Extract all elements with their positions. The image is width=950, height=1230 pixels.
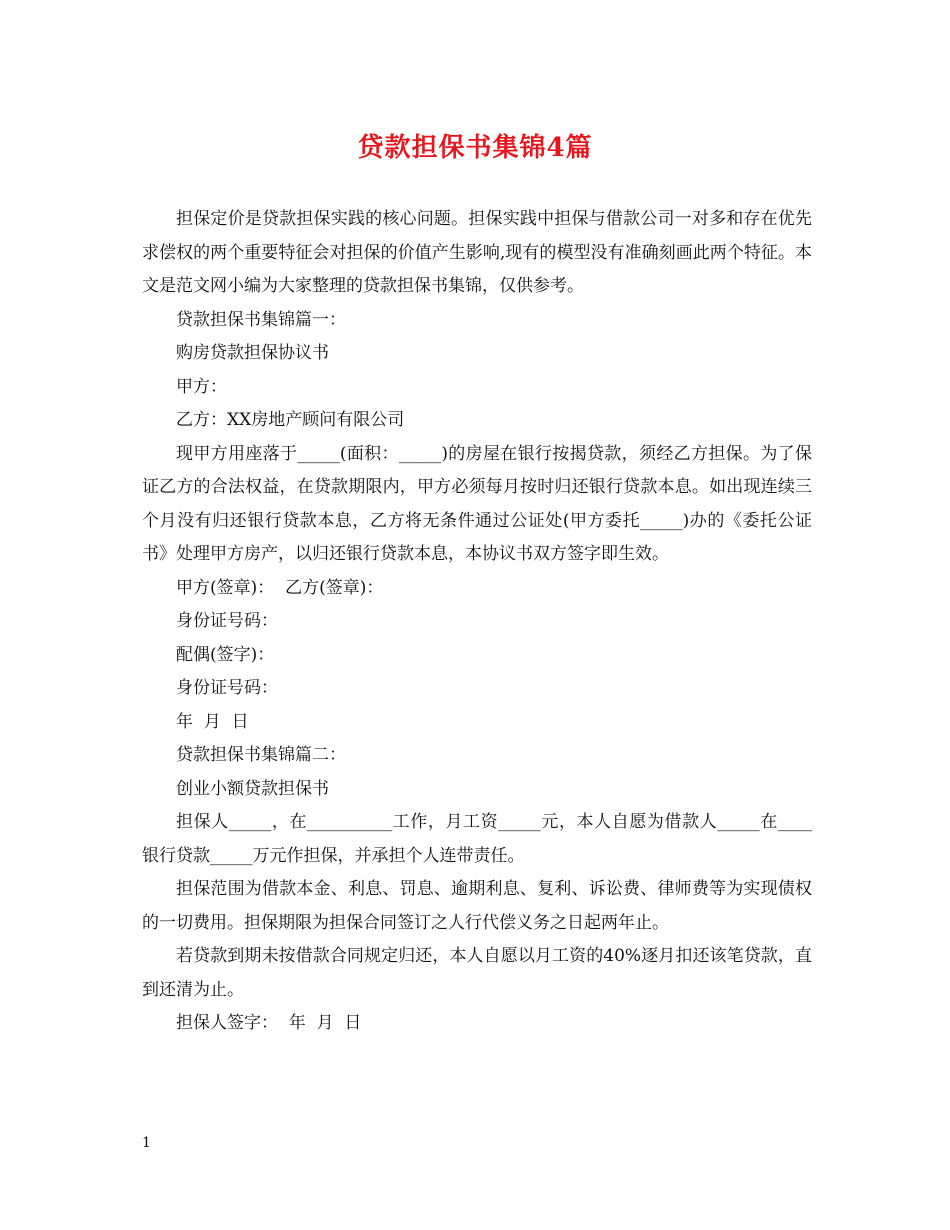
agreement-clause: 现甲方用座落于_____(面积：_____)的房屋在银行按揭贷款，须经乙方担保。为了保证乙方的合法权益，在贷款期限内，甲方必须每月按时归还银行贷款本息。如出现连续三个月没有归还银行贷款本息，乙方将无条件通过公证处(甲方委托_____)办的《委托公证书》处理甲方房产，以归还银行贷款本息，本协议书双方签字即生效。: [142, 443, 812, 564]
page-number: 1: [142, 1135, 151, 1151]
repayment-clause: 若贷款到期未按借款合同规定归还，本人自愿以月工资的40%逐月扣还该笔贷款，直到还清为止。: [142, 946, 812, 1000]
id-number-line: 身份证号码：: [176, 611, 278, 631]
intro-paragraph: 担保定价是贷款担保实践的核心问题。担保实践中担保与借款公司一对多和存在优先求偿权的两个重要特征会对担保的价值产生影响,现有的模型没有准确刻画此两个特征。本文是范文网小编为大家整理的贷款担保书集锦，仅供参考。: [142, 209, 812, 296]
date-line: 年 月 日: [176, 711, 249, 732]
signature-line: 甲方(签章)： 乙方(签章)：: [176, 577, 384, 598]
guarantee-scope-clause: 担保范围为借款本金、利息、罚息、逾期利息、复利、诉讼费、律师费等为实现债权的一切费用。担保期限为担保合同签订之人行代偿义务之日起两年止。: [142, 879, 812, 933]
section-heading-one: 贷款担保书集锦篇一：: [176, 309, 346, 330]
guarantor-clause: 担保人_____，在__________工作，月工资_____元，本人自愿为借款人_____在____银行贷款_____万元作担保，并承担个人连带责任。: [142, 812, 812, 866]
agreement-title: 购房贷款担保协议书: [176, 343, 329, 363]
spouse-signature-line: 配偶(签字)：: [176, 644, 275, 665]
guarantee-title: 创业小额贷款担保书: [176, 778, 329, 799]
spouse-id-number-line: 身份证号码：: [176, 678, 278, 698]
party-a-line: 甲方：: [176, 376, 227, 397]
party-b-line: 乙方：XX房地产顾问有限公司: [176, 410, 405, 430]
section-heading-two: 贷款担保书集锦篇二：: [176, 745, 346, 765]
document-title: 贷款担保书集锦4篇: [357, 133, 593, 163]
guarantor-signature-line: 担保人签字： 年 月 日: [176, 1013, 362, 1033]
document-body: [142, 203, 812, 1041]
